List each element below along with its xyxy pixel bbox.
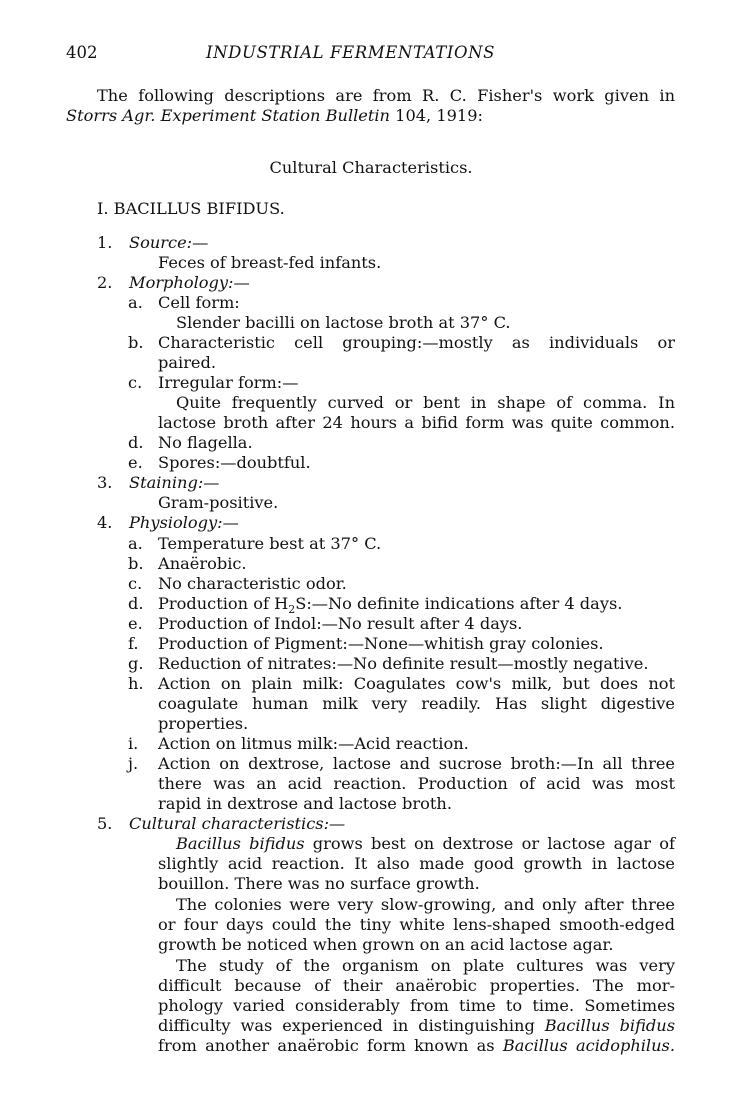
sub-item: i. Action on litmus milk:—Acid reaction.: [128, 734, 469, 753]
text-line: properties.: [158, 714, 249, 733]
intro-line: The following descriptions are from R. C. Fisher's work given in: [97, 86, 675, 105]
intro-line: Storrs Agr. Experiment Station Bulletin 104, 1919:: [66, 106, 483, 125]
text-line: Quite frequently curved or bent in shape of comma. In: [176, 393, 675, 412]
text-line: or four days could the tiny white lens-shaped smooth-edged: [158, 915, 675, 934]
sub-item: a. Temperature best at 37° C.: [128, 534, 382, 553]
text-line: difficulty was experienced in distinguishing Bacillus bifidus: [158, 1016, 675, 1035]
sub-item: j. Action on dextrose, lactose and sucrose broth:—In all three: [128, 754, 675, 773]
running-header: [66, 43, 676, 65]
intro-paragraph: [66, 86, 675, 126]
source-citation: Storrs Agr. Experiment Station Bulletin: [66, 106, 390, 125]
text-line: paired.: [158, 353, 217, 372]
sub-item: g. Reduction of nitrates:—No definite result—mostly negative.: [128, 654, 649, 673]
sub-item: e. Production of Indol:—No result after 4 days.: [128, 614, 523, 633]
running-title: INDUSTRIAL FERMENTATIONS: [206, 43, 496, 62]
text-line: growth be noticed when grown on an acid lactose agar.: [158, 935, 614, 954]
text-line: difficult because of their anaërobic properties. The mor-: [158, 976, 675, 995]
text-line: Slender bacilli on lactose broth at 37° C.: [176, 313, 511, 332]
text-line: there was an acid reaction. Production of acid was most: [158, 774, 675, 793]
text-line: The colonies were very slow-growing, and only after three: [176, 895, 675, 914]
item-staining: 3. Staining:—: [97, 473, 220, 492]
section-heading: Cultural Characteristics.: [269, 158, 473, 177]
item-physiology: 4. Physiology:—: [97, 513, 239, 532]
sub-item: c. Irregular form:—: [128, 373, 299, 392]
text-line: slightly acid reaction. It also made good growth in lactose: [158, 854, 675, 873]
text-line: Gram-positive.: [158, 493, 279, 512]
text-line: Bacillus bifidus grows best on dextrose or lactose agar of: [176, 834, 675, 853]
text-line: lactose broth after 24 hours a bifid form was quite common.: [158, 413, 675, 432]
organism-heading: I. BACILLUS BIFIDUS.: [97, 199, 285, 218]
sub-item: d. No flagella.: [128, 433, 253, 452]
sub-item: c. No characteristic odor.: [128, 574, 347, 593]
sub-item: d. Production of $H_2S:—No$ definite indications after 4 days.: [128, 594, 623, 617]
text-line: phology varied considerably from time to time. Sometimes: [158, 996, 675, 1015]
item-morphology: 2. Morphology:—: [97, 273, 250, 292]
sub-item: f. Production of Pigment:—None—whitish gray colonies.: [128, 634, 604, 653]
text-line: The study of the organism on plate cultures was very: [176, 956, 675, 975]
item-source: 1. Source:—: [97, 233, 209, 252]
sub-item: e. Spores:—doubtful.: [128, 453, 311, 472]
text-line: bouillon. There was no surface growth.: [158, 874, 480, 893]
item-cultural-characteristics: 5. Cultural characteristics:—: [97, 814, 346, 833]
text-line: from another anaërobic form known as Bacillus acidophilus.: [158, 1036, 675, 1055]
page-number: 402: [66, 43, 98, 62]
sub-item: b. Characteristic cell grouping:—mostly as individuals or: [128, 333, 675, 352]
sub-item: a. Cell form:: [128, 293, 240, 312]
text-line: Feces of breast-fed infants.: [158, 253, 382, 272]
sub-item: b. Anaërobic.: [128, 554, 247, 573]
text-line: rapid in dextrose and lactose broth.: [158, 794, 452, 813]
text-line: coagulate human milk very readily. Has slight digestive: [158, 694, 675, 713]
sub-item: h. Action on plain milk: Coagulates cow's milk, but does not: [128, 674, 675, 693]
